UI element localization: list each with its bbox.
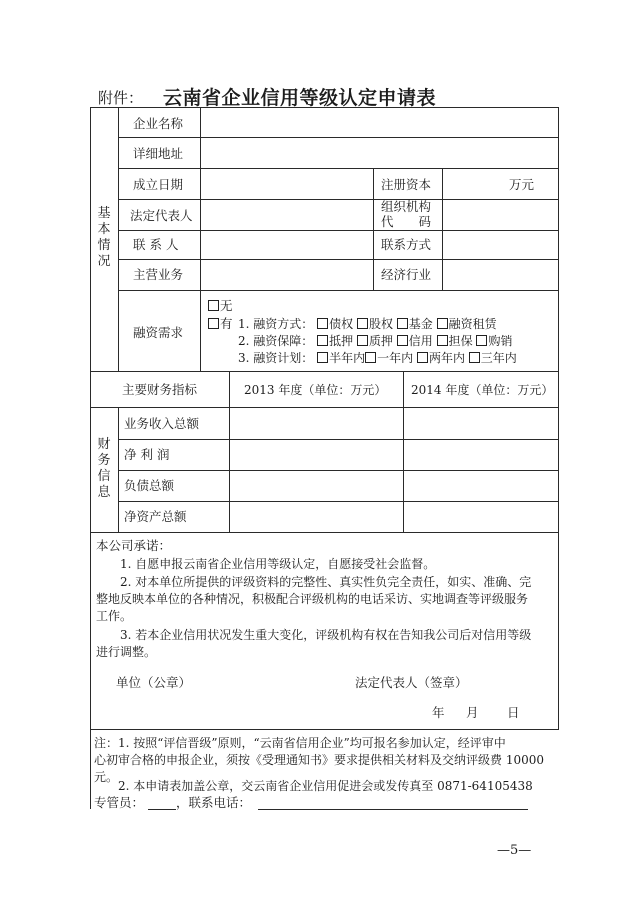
net-assets-2014-field[interactable] — [406, 504, 555, 529]
checkbox[interactable] — [208, 300, 219, 311]
guarantee-option-guarantor[interactable]: 担保 — [437, 334, 473, 348]
commitment-item-3-line1: 3. 若本企业信用状况发生重大变化，评级机构有权在告知我公司后对信用等级 — [120, 628, 532, 642]
basic-section-label: 基本情况 — [97, 206, 111, 269]
registered-capital-field[interactable] — [445, 171, 555, 196]
guarantee-option-pledge[interactable]: 质押 — [357, 334, 393, 348]
commitment-item-1: 1. 自愿申报云南省企业信用等级认定，自愿接受社会监督。 — [120, 557, 436, 571]
total-liabilities-2014-field[interactable] — [406, 473, 555, 498]
guarantee-option-mortgage[interactable]: 抵押 — [317, 334, 353, 348]
guarantee-option-purchase[interactable]: 购销 — [476, 334, 512, 348]
main-business-label: 主营业务 — [133, 267, 184, 282]
legal-rep-label: 法定代表人 — [130, 208, 193, 223]
page-number: —5— — [497, 843, 532, 858]
guarantee-option-credit[interactable]: 信用 — [397, 334, 433, 348]
officer-label: 专管员： — [94, 795, 145, 810]
commitment-item-2-line3: 工作。 — [96, 609, 133, 623]
legal-rep-field[interactable] — [203, 202, 370, 227]
legal-rep-sign-area[interactable] — [466, 668, 554, 694]
finance-row-label: 业务收入总额 — [124, 416, 200, 431]
financing-none-option[interactable]: 无 — [208, 299, 233, 313]
financing-have-option[interactable]: 有 — [208, 317, 233, 331]
org-code-label-line1: 组织机构 — [381, 199, 432, 214]
commitment-item-2-line1: 2. 对本单位所提供的评级资料的完整性、真实性负完全责任，如实、准确、完 — [120, 575, 532, 589]
note-2: 2. 本申请表加盖公章，交云南省企业信用促进会或发传真至 0871-64105438 — [118, 779, 533, 793]
total-liabilities-2013-field[interactable] — [232, 473, 400, 498]
org-code-label-line2: 代 码 — [381, 214, 432, 229]
financing-guarantees-line: 2. 融资保障： 抵押 质押 信用 担保 购销 — [238, 334, 513, 348]
plan-option-half-year[interactable]: 半年内 — [317, 351, 365, 365]
company-name-field[interactable] — [203, 110, 555, 135]
org-code-field[interactable] — [445, 202, 555, 227]
company-name-label: 企业名称 — [133, 116, 184, 131]
finance-row-label: 负债总额 — [124, 478, 175, 493]
unit-seal-area[interactable] — [205, 668, 325, 694]
note-1-line1: 注：1. 按照“评信晋级”原则，“云南省信用企业”均可报名参加认定，经评审中 — [94, 736, 506, 750]
form-title: 云南省企业信用等级认定申请表 — [163, 87, 437, 109]
date-day: 日 — [507, 705, 520, 720]
revenue-2014-field[interactable] — [406, 410, 555, 436]
method-option-leasing[interactable]: 融资租赁 — [437, 317, 497, 331]
commitment-intro: 本公司承诺： — [96, 538, 172, 553]
method-option-fund[interactable]: 基金 — [397, 317, 433, 331]
plan-option-two-years[interactable]: 两年内 — [417, 351, 465, 365]
finance-section-label: 财务信息 — [97, 437, 111, 500]
industry-field[interactable] — [445, 262, 555, 287]
financial-indicators-label: 主要财务指标 — [122, 382, 198, 397]
contact-method-label: 联系方式 — [381, 237, 432, 252]
established-date-label: 成立日期 — [133, 177, 184, 192]
financing-needs-label: 融资需求 — [133, 325, 184, 340]
officer-phone-label: ，联系电话： — [176, 795, 252, 810]
commitment-item-3-line2: 进行调整。 — [96, 645, 157, 659]
financing-plan-line: 3. 融资计划： 半年内 一年内 两年内 三年内 — [238, 351, 517, 365]
unit-seal-label: 单位（公章） — [116, 675, 192, 690]
note-1-line3: 元。 — [94, 770, 119, 784]
date-year: 年 — [432, 705, 445, 720]
plan-option-one-year[interactable]: 一年内 — [365, 351, 413, 365]
attachment-label: 附件： — [98, 89, 144, 107]
financing-methods-line: 1. 融资方式： 债权 股权 基金 融资租赁 — [238, 317, 497, 331]
method-option-equity[interactable]: 股权 — [357, 317, 393, 331]
established-date-field[interactable] — [203, 171, 370, 196]
registered-capital-label: 注册资本 — [381, 177, 432, 192]
plan-option-three-years[interactable]: 三年内 — [469, 351, 517, 365]
date-month: 月 — [466, 705, 479, 720]
legal-rep-sign-label: 法定代表人（签章） — [355, 675, 468, 690]
net-profit-2013-field[interactable] — [232, 442, 400, 467]
checkbox[interactable] — [208, 318, 219, 329]
method-option-debt[interactable]: 债权 — [317, 317, 353, 331]
officer-phone-field[interactable] — [258, 794, 528, 809]
industry-label: 经济行业 — [381, 267, 432, 282]
net-profit-2014-field[interactable] — [406, 442, 555, 467]
registered-capital-unit: 万元 — [509, 177, 535, 192]
net-assets-2013-field[interactable] — [232, 504, 400, 529]
address-field[interactable] — [203, 140, 555, 165]
commitment-item-2-line2: 整地反映本单位的各种情况，积极配合评级机构的电话采访、实地调查等评级服务 — [96, 592, 529, 606]
contact-method-field[interactable] — [445, 233, 555, 256]
year-2014-header: 2014 年度（单位：万元） — [411, 383, 554, 397]
main-business-field[interactable] — [203, 262, 370, 287]
revenue-2013-field[interactable] — [232, 410, 400, 436]
finance-row-label: 净资产总额 — [124, 509, 187, 524]
officer-field[interactable] — [148, 794, 176, 809]
year-2013-header: 2013 年度（单位：万元） — [244, 383, 387, 397]
contact-person-field[interactable] — [203, 233, 370, 256]
address-label: 详细地址 — [133, 146, 184, 161]
contact-person-label: 联 系 人 — [133, 237, 179, 252]
note-1-line2: 心初审合格的申报企业，须按《受理通知书》要求提供相关材料及交纳评级费 10000 — [94, 753, 544, 767]
finance-row-label: 净 利 润 — [124, 447, 170, 462]
